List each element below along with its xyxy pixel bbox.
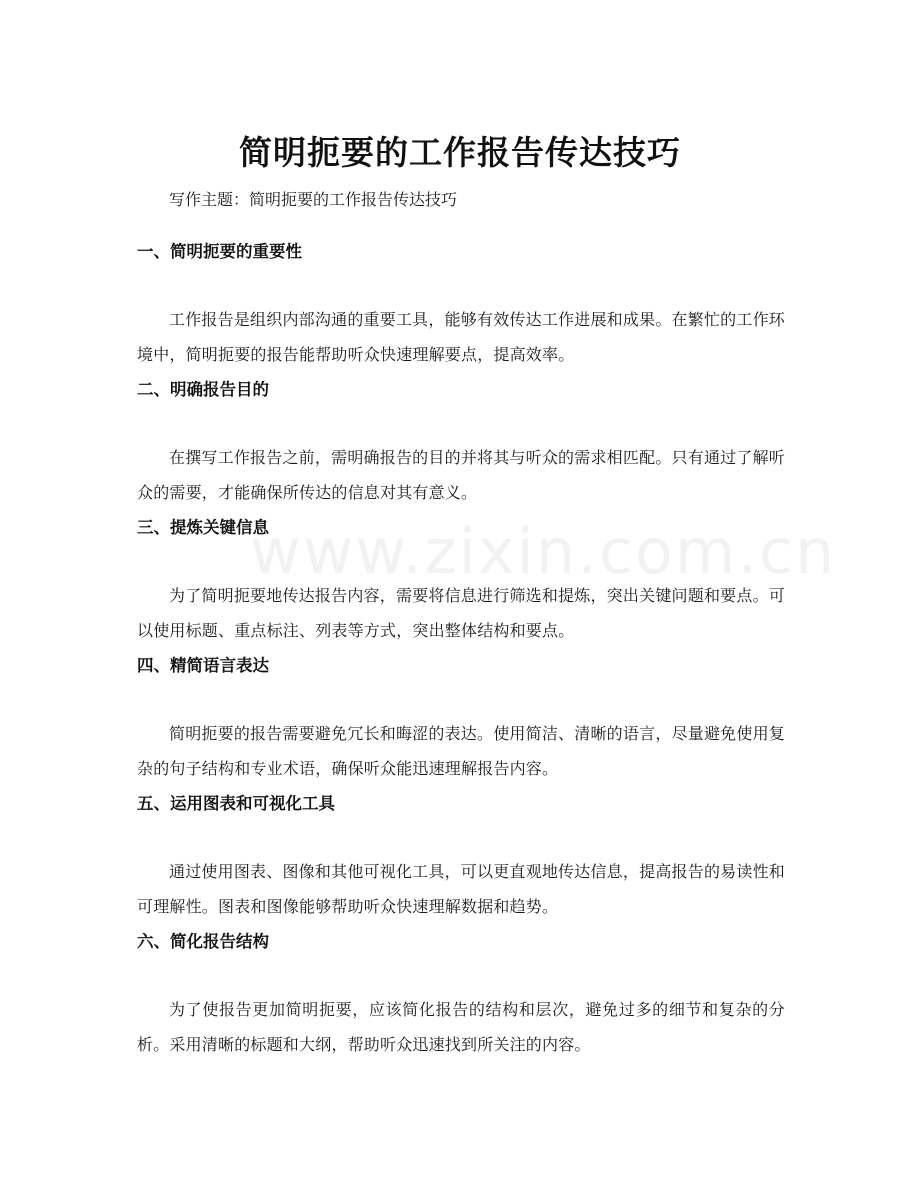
section-heading: 四、精简语言表达 [137, 656, 269, 675]
section-heading: 二、明确报告目的 [137, 380, 269, 399]
section-paragraph: 为了使报告更加简明扼要，应该简化报告的结构和层次，避免过多的细节和复杂的分析。采用清晰的标题和大纲，帮助听众迅速找到所关注的内容。 [137, 1000, 785, 1054]
section-paragraph: 在撰写工作报告之前，需明确报告的目的并将其与听众的需求相匹配。只有通过了解听众的需要，才能确保所传达的信息对其有意义。 [137, 448, 785, 502]
section-6 [137, 929, 785, 1062]
section-paragraph: 为了简明扼要地传达报告内容，需要将信息进行筛选和提炼，突出关键问题和要点。可以使用标题、重点标注、列表等方式，突出整体结构和要点。 [137, 586, 785, 640]
section-paragraph: 简明扼要的报告需要避免冗长和晦涩的表达。使用简洁、清晰的语言，尽量避免使用复杂的句子结构和专业术语，确保听众能迅速理解报告内容。 [137, 724, 785, 778]
section-heading: 五、运用图表和可视化工具 [137, 794, 335, 813]
section-5 [137, 791, 785, 924]
section-paragraph: 工作报告是组织内部沟通的重要工具，能够有效传达工作进展和成果。在繁忙的工作环境中，简明扼要的报告能帮助听众快速理解要点，提高效率。 [137, 310, 785, 364]
section-3 [137, 515, 785, 648]
watermark: www.zixin.com.cn [250, 515, 837, 588]
section-paragraph: 通过使用图表、图像和其他可视化工具，可以更直观地传达信息，提高报告的易读性和可理解性。图表和图像能够帮助听众快速理解数据和趋势。 [137, 862, 785, 916]
section-4 [137, 653, 785, 786]
section-heading: 一、简明扼要的重要性 [137, 242, 302, 261]
section-heading: 六、简化报告结构 [137, 932, 269, 951]
section-1 [137, 239, 785, 372]
section-heading: 三、提炼关键信息 [137, 518, 269, 537]
writing-topic: 写作主题：简明扼要的工作报告传达技巧 [169, 190, 458, 209]
section-2 [137, 377, 785, 510]
page-title: 简明扼要的工作报告传达技巧 [239, 133, 681, 173]
